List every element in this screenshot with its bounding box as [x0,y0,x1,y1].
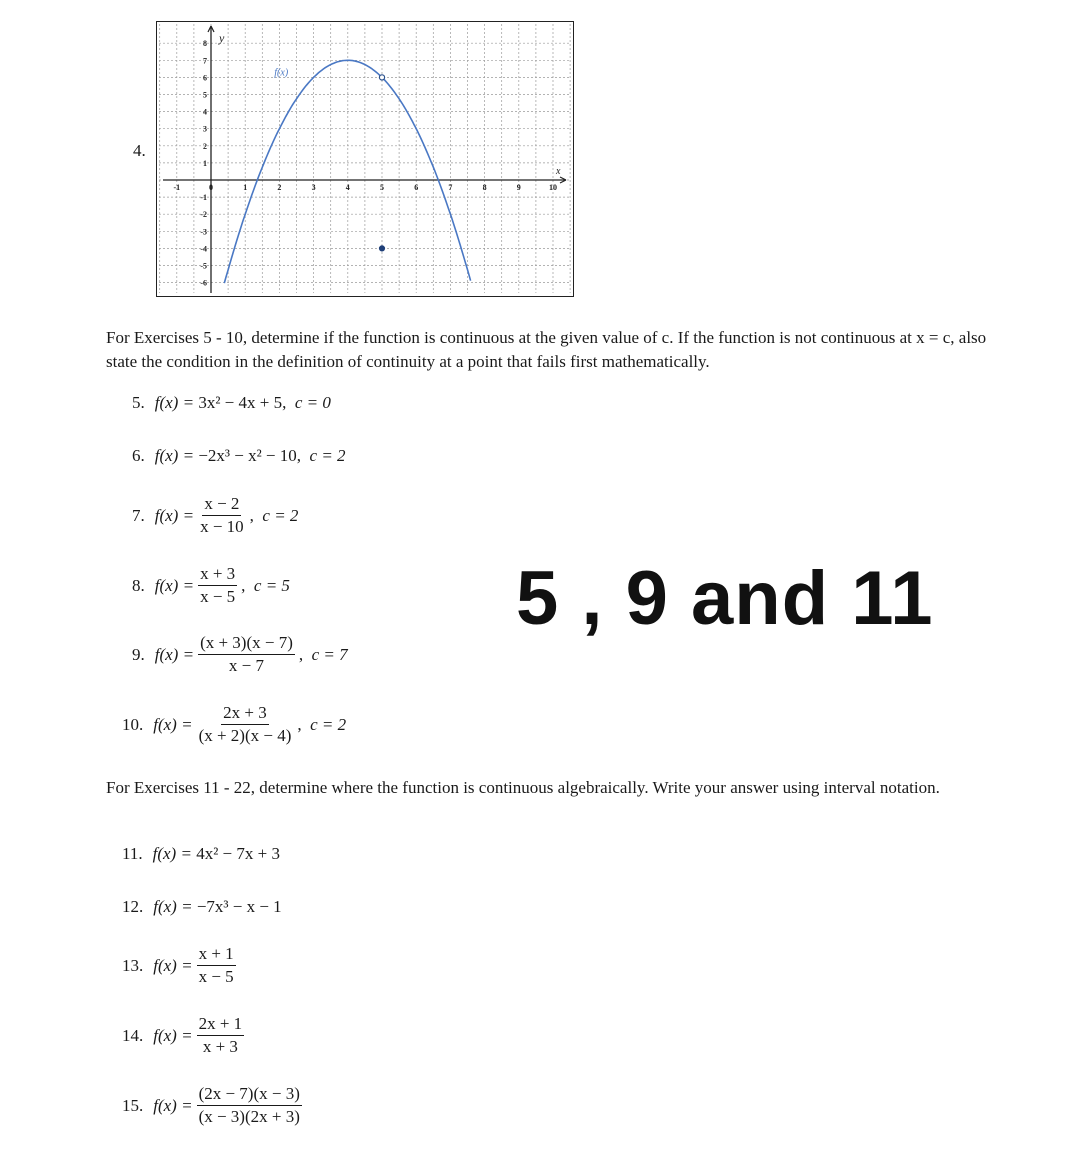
exercise-5 [132,393,331,413]
separator: , [297,714,302,734]
c-value: c = 0 [294,393,331,412]
exercise-15 [122,1084,306,1127]
numerator: 2x + 3 [221,703,269,725]
fraction [197,703,294,746]
exercise-6 [132,446,346,466]
x-tick-label: 0 [209,183,213,192]
x-tick-label: -1 [173,183,181,192]
exercise-13 [122,944,240,987]
exercise-number: 5. [132,393,145,412]
exercise-number: 10. [122,714,144,734]
c-value: c = 7 [311,644,348,664]
fraction [198,494,246,537]
exercise-number: 13. [122,955,144,975]
denominator: x − 10 [200,517,244,536]
lhs: f(x) = [153,955,193,975]
x-tick-label: 4 [345,183,350,192]
function-graph [156,21,574,297]
exercise-number: 11. [122,844,143,863]
y-tick-label: 4 [203,107,207,117]
denominator: (x + 2)(x − 4) [198,726,292,745]
y-tick-label: 2 [203,141,207,151]
lhs: f(x) = [154,393,195,412]
x-tick-label: 6 [414,183,419,192]
separator: , [249,505,254,525]
c-value: c = 5 [253,575,290,595]
x-tick-label: 10 [549,183,557,192]
exercise-10 [122,703,346,746]
c-value: c = 2 [310,714,347,734]
open-point [379,75,384,80]
y-tick-label: 1 [203,158,207,168]
expression: −7x³ − x − 1 [196,897,282,916]
fraction [197,1014,245,1057]
lhs: f(x) = [154,505,195,525]
section1-instructions: For Exercises 5 - 10, determine if the function is continuous at the given value of c. If the function is not continuous at x = c, also state the condition in the definition of continuity at a point that fails first mathematically. [106,328,987,371]
denominator: x − 5 [200,587,236,606]
x-tick-label: 5 [380,183,384,192]
exercise-12 [122,897,282,917]
lhs: f(x) = [154,644,195,664]
exercise-number: 14. [122,1025,144,1045]
x-tick-label: 1 [243,183,248,192]
exercise-9 [132,633,348,676]
c-value: c = 2 [262,505,299,525]
numerator: x + 1 [197,944,236,966]
y-tick-label: -5 [200,261,207,271]
x-tick-label: 8 [482,183,487,192]
lhs: f(x) = [153,714,193,734]
denominator: (x − 3)(2x + 3) [198,1107,300,1126]
numerator: 2x + 1 [197,1014,245,1036]
y-tick-label: 8 [203,39,207,49]
separator: , [298,644,304,664]
expression: 3x² − 4x + 5, [198,393,287,412]
x-tick-label: 2 [277,183,282,192]
handwritten-note: 5 , 9 and 11 [516,556,934,641]
expression: 4x² − 7x + 3 [196,844,280,863]
y-tick-label: -4 [200,244,207,254]
fraction [198,633,295,676]
fraction [198,564,237,607]
numerator: x − 2 [202,494,241,516]
denominator: x − 7 [228,656,265,675]
y-tick-label: -3 [200,227,207,237]
fraction [197,1084,302,1127]
lhs: f(x) = [153,1025,193,1045]
lhs: f(x) = [154,575,195,595]
exercise-number: 15. [122,1095,144,1115]
section2-instructions: For Exercises 11 - 22, determine where the function is continuous algebraically. Write your answer using interval notation. [106,778,940,797]
y-axis-label: y [219,31,225,45]
exercise-number: 12. [122,897,144,916]
exercise-7 [132,494,298,537]
x-tick-label: 9 [516,183,521,192]
graph-canvas [157,22,572,295]
y-tick-label: 7 [203,56,207,66]
exercise-number: 8. [132,575,145,595]
function-label: f(x) [274,67,289,79]
lhs: f(x) = [153,897,193,916]
exercise-14 [122,1014,248,1057]
numerator: (2x − 7)(x − 3) [197,1084,302,1106]
exercise-8 [132,564,290,607]
fraction [197,944,236,987]
y-tick-label: -6 [200,278,207,288]
x-axis-label: x [556,166,561,177]
lhs: f(x) = [152,844,192,863]
filled-point [379,246,384,251]
x-tick-label: 3 [311,183,316,192]
lhs: f(x) = [154,446,195,465]
separator: , [241,575,246,595]
y-tick-label: -2 [200,210,207,220]
y-tick-label: 3 [203,124,207,134]
exercise-number: 7. [132,505,145,525]
numerator: (x + 3)(x − 7) [198,633,295,655]
y-tick-label: 6 [203,73,207,83]
exercise-number: 6. [132,446,145,465]
exercise-number: 9. [132,644,145,664]
denominator: x − 5 [198,967,234,986]
exercise-11 [122,844,280,864]
lhs: f(x) = [153,1095,193,1115]
c-value: c = 2 [309,446,346,465]
y-tick-label: -1 [200,193,207,203]
exercise-4-number: 4. [133,141,146,160]
numerator: x + 3 [198,564,237,586]
x-tick-label: 7 [448,183,453,192]
denominator: x + 3 [202,1037,238,1056]
expression: −2x³ − x² − 10, [198,446,302,465]
y-tick-label: 5 [203,90,207,100]
